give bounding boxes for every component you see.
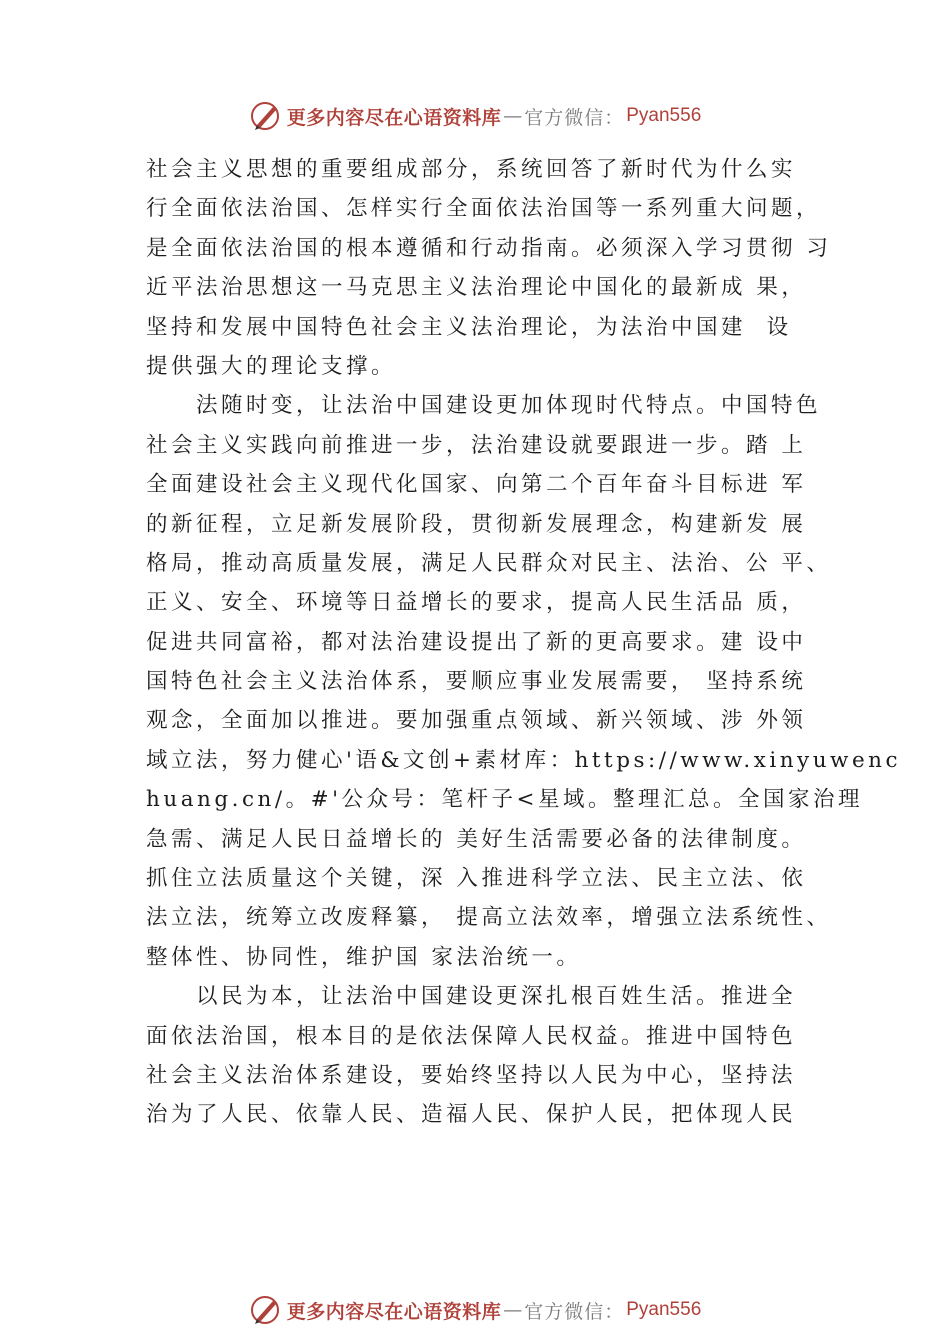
text-line: 的新征程，立足新发展阶段，贯彻新发展理念，构建新发 展: [146, 511, 807, 537]
text-line: 面依法治国，根本目的是依法保障人民权益。推进中国特色: [146, 1023, 797, 1049]
text-line: 正义、安全、环境等日益增长的要求，提高人民生活品 质，: [146, 590, 807, 616]
text-line: huang.cn/。#'公众号：笔杆子<星域。整理汇总。全国家治理: [146, 787, 864, 813]
text-line: 行全面依法治国、怎样实行全面依法治国等一系列重大问题，: [146, 196, 822, 222]
banner-separator: —: [503, 1299, 523, 1321]
text-line: 全面建设社会主义现代化国家、向第二个百年奋斗目标进 军: [146, 472, 807, 498]
banner-wechat-id: Pyan556: [626, 1299, 702, 1320]
header-banner: [0, 96, 950, 136]
text-line: 是全面依法治国的根本遵循和行动指南。必须深入学习贯彻 习: [146, 235, 832, 261]
text-line: 提供强大的理论支撑。: [146, 353, 397, 379]
pen-logo-icon: [249, 99, 283, 133]
paragraph-start-line: 法随时变，让法治中国建设更加体现时代特点。中国特色: [196, 393, 822, 419]
banner-wechat-label: 官方微信：: [524, 1300, 625, 1323]
text-line: 法立法，统筹立改废释纂， 提高立法效率，增强立法系统性、: [146, 905, 832, 931]
text-line: 社会主义实践向前推进一步，法治建设就要跟进一步。踏 上: [146, 432, 807, 458]
text-line: 治为了人民、依靠人民、造福人民、保护人民，把体现人民: [146, 1102, 797, 1128]
banner-brand: 更多内容尽在心语资料库: [286, 106, 502, 129]
text-line: 抓住立法质量这个关键，深 入推进科学立法、民主立法、依: [146, 866, 807, 892]
text-line: 整体性、协同性，维护国 家法治统一。: [146, 944, 582, 970]
pen-logo-icon: [249, 1293, 283, 1327]
text-line: 国特色社会主义法治体系，要顺应事业发展需要， 坚持系统: [146, 669, 807, 695]
banner-brand: 更多内容尽在心语资料库: [286, 1300, 502, 1323]
text-line: 近平法治思想这一马克思主义法治理论中国化的最新成 果，: [146, 275, 807, 301]
text-line: 坚持和发展中国特色社会主义法治理论，为法治中国建 设: [146, 314, 792, 340]
text-line: 格局，推动高质量发展，满足人民群众对民主、法治、公 平、: [146, 550, 832, 576]
banner-separator: —: [503, 105, 523, 127]
text-line: 社会主义法治体系建设，要始终坚持以人民为中心，坚持法: [146, 1062, 797, 1088]
text-line: 急需、满足人民日益增长的 美好生活需要必备的法律制度。: [146, 826, 807, 852]
paragraph-start-line: 以民为本，让法治中国建设更深扎根百姓生活。推进全: [196, 984, 797, 1010]
text-line: 观念，全面加以推进。要加强重点领域、新兴领域、涉 外领: [146, 708, 807, 734]
text-line: 促进共同富裕，都对法治建设提出了新的更高要求。建 设中: [146, 629, 807, 655]
text-line: 域立法，努力健心'语&文创+素材库：https://www.xinyuwenc: [146, 747, 902, 773]
text-line: 社会主义思想的重要组成部分，系统回答了新时代为什么实: [146, 157, 797, 182]
footer-banner: [0, 1290, 950, 1330]
document-body: [146, 150, 902, 1135]
banner-wechat-id: Pyan556: [626, 105, 702, 126]
banner-wechat-label: 官方微信：: [524, 106, 625, 129]
